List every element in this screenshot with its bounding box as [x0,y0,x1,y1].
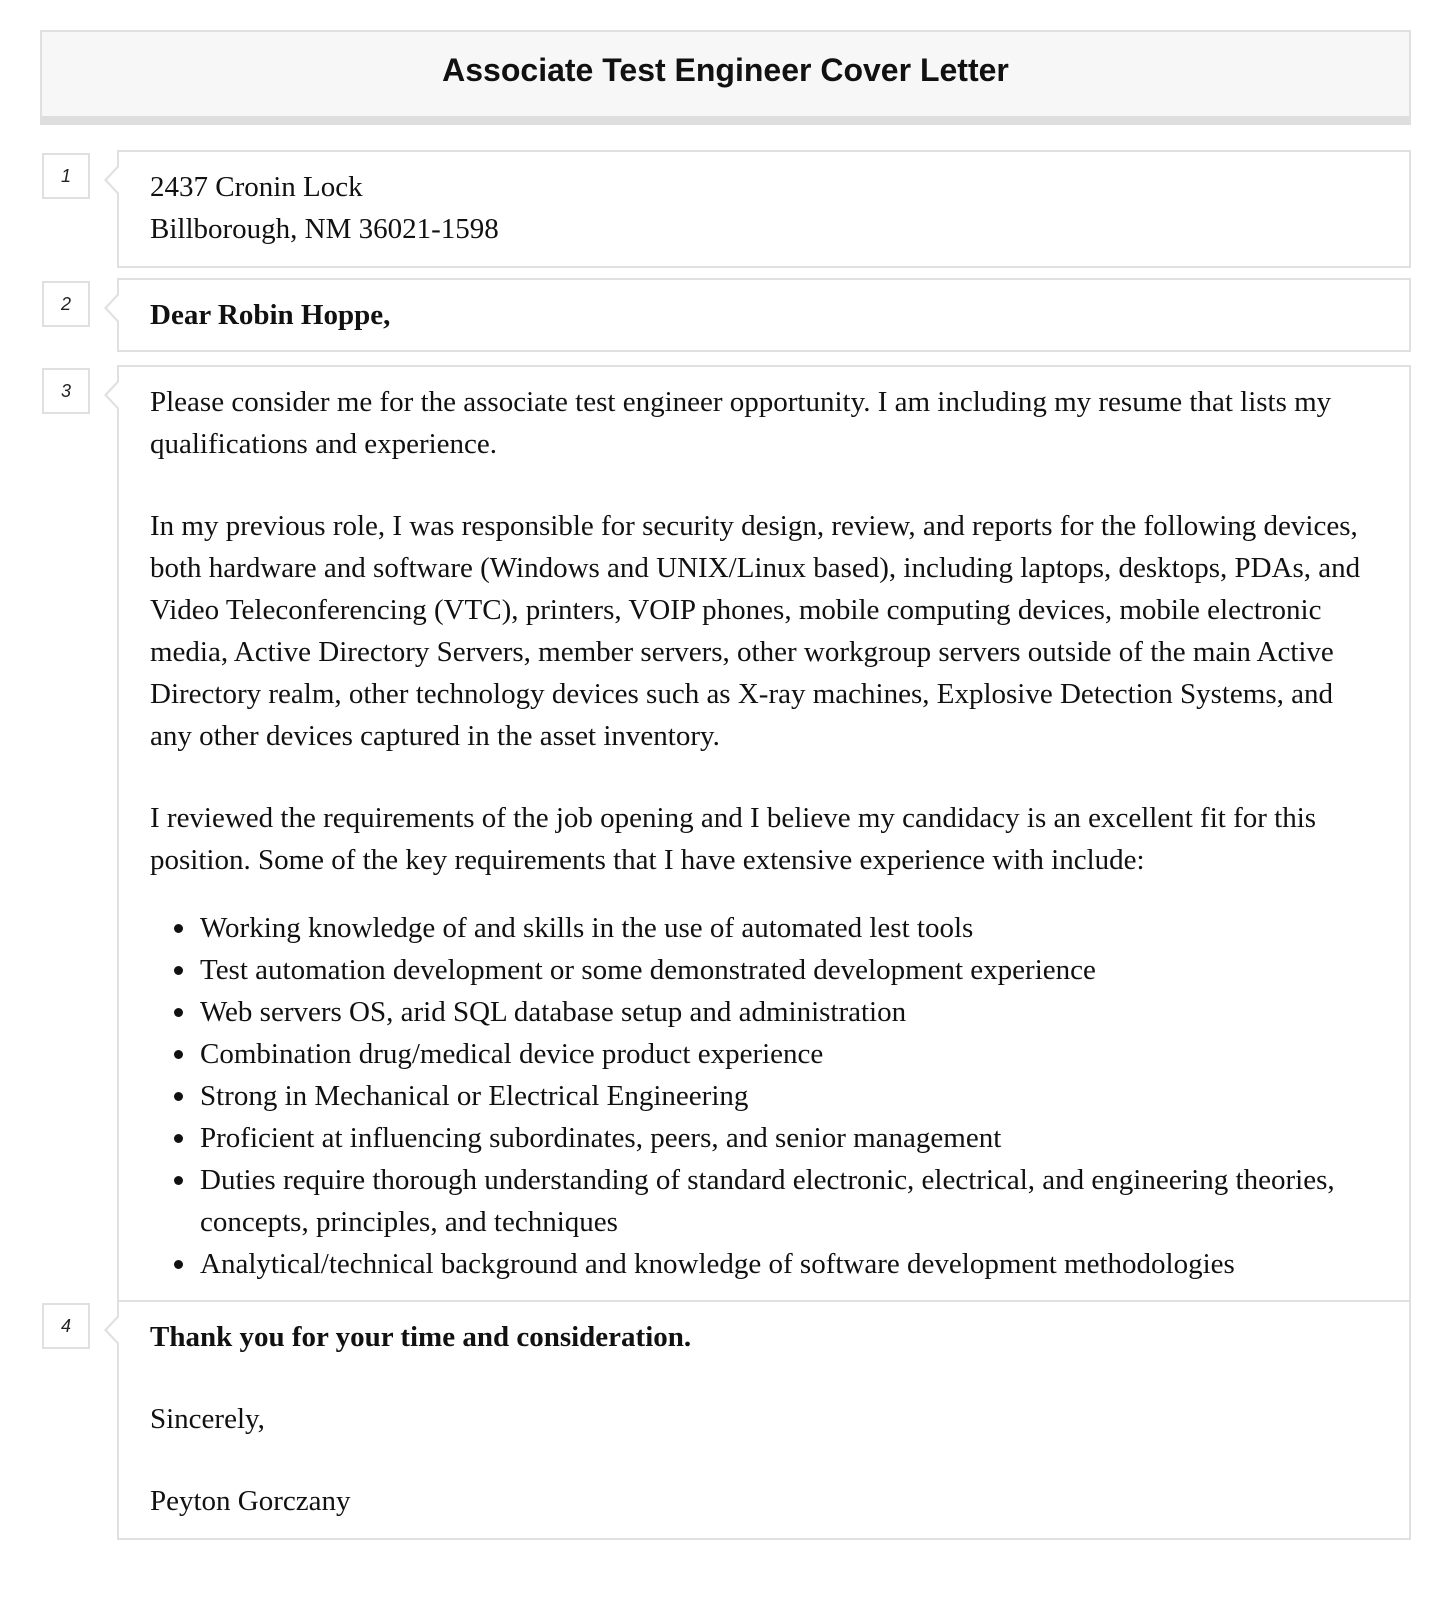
page-title: Associate Test Engineer Cover Letter [442,51,1009,88]
address-line-2: Billborough, NM 36021-1598 [150,213,499,245]
list-item: Duties require thorough understanding of standard electronic, electrical, and engineering theories, concepts, principles, and techniques [200,1159,1379,1243]
signature: Peyton Gorczany [150,1485,351,1517]
section-number: 4 [42,1303,90,1349]
address-card [117,150,1411,268]
list-item: Proficient at influencing subordinates, peers, and senior management [200,1117,1379,1159]
section-number: 1 [42,153,90,199]
list-item: Test automation development or some demonstrated development experience [200,949,1379,991]
page-header [40,30,1411,125]
list-item: Combination drug/medical device product experience [200,1033,1379,1075]
body-paragraph: I reviewed the requirements of the job opening and I believe my candidacy is an excellent fit for this position. Some of the key requirements that I have extensive experience with include: [150,802,1317,876]
body-paragraph: Please consider me for the associate test engineer opportunity. I am including my resume that lists my qualifications and experience. [150,386,1332,460]
list-item: Working knowledge of and skills in the use of automated lest tools [200,907,1379,949]
list-item: Web servers OS, arid SQL database setup and administration [200,991,1379,1033]
list-item: Strong in Mechanical or Electrical Engineering [200,1075,1379,1117]
requirements-list [150,907,1379,1285]
closing-card [117,1300,1411,1540]
greeting: Dear Robin Hoppe, [150,299,391,331]
thanks-line: Thank you for your time and consideration. [150,1321,692,1353]
list-item: Analytical/technical background and knowledge of software development methodologies [200,1243,1379,1285]
body-paragraph: In my previous role, I was responsible for security design, review, and reports for the following devices, both hardware and software (Windows and UNIX/Linux based), including laptops, desktops, PDAs, and Video Teleconferencing (VTC), printers, VOIP phones, mobile computing devices, mobile electronic media, Active Directory Servers, member servers, other workgroup servers outside of the main Active Directory realm, other technology devices such as X-ray machines, Explosive Detection Systems, and any other devices captured in the asset inventory. [150,510,1361,752]
body-card [117,365,1411,1303]
greeting-card [117,278,1411,352]
section-number: 2 [42,281,90,327]
section-number: 3 [42,368,90,414]
address-line-1: 2437 Cronin Lock [150,171,363,203]
closing-line: Sincerely, [150,1403,265,1435]
